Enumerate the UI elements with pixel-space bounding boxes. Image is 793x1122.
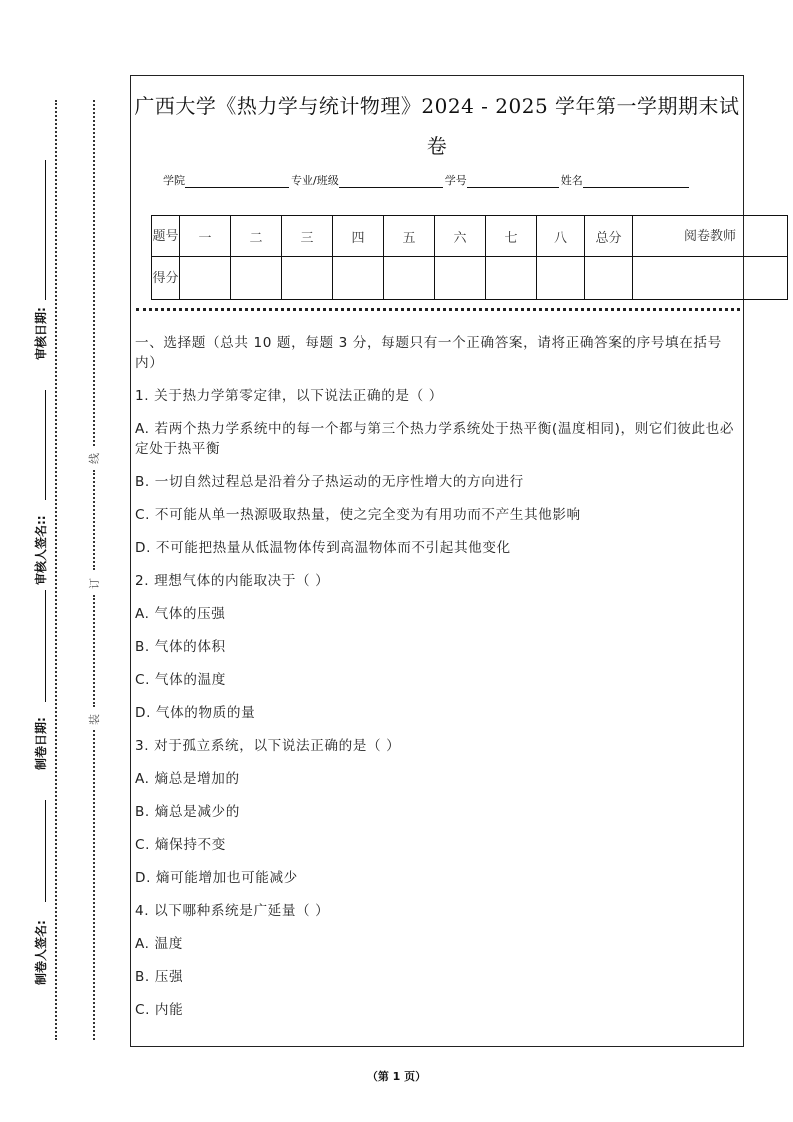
major-class-field[interactable]	[339, 173, 443, 188]
maker-sign-label: 制卷人签名:	[34, 920, 48, 985]
option: A. 若两个热力学系统中的每一个都与第三个热力学系统处于热平衡(温度相同)，则它们彼此也必定处于热平衡	[135, 421, 735, 457]
table-header-cell: 七	[486, 216, 537, 257]
student-id-field[interactable]	[467, 173, 559, 188]
college-label: 学院	[163, 174, 185, 187]
option: B. 气体的体积	[135, 639, 226, 655]
option: C. 不可能从单一热源吸取热量，使之完全变为有用功而不产生其他影响	[135, 507, 581, 523]
student-info-fields	[163, 172, 691, 188]
option: B. 压强	[135, 969, 184, 985]
exam-title	[130, 86, 744, 166]
outer-dotted-line	[55, 100, 57, 1040]
table-header-cell: 八	[537, 216, 585, 257]
question-2: 2. 理想气体的内能取决于（ ）	[135, 573, 330, 589]
score-row-label: 得分	[152, 257, 180, 300]
student-id-label: 学号	[444, 174, 467, 187]
table-header-cell: 二	[231, 216, 282, 257]
name-label: 姓名	[560, 174, 583, 187]
score-cell[interactable]	[585, 257, 633, 300]
binding-char-xian: 线	[88, 453, 101, 464]
title-line-1: 广西大学《热力学与统计物理》2024 - 2025 学年第一学期期末试	[134, 94, 740, 118]
question-4: 4. 以下哪种系统是广延量（ ）	[135, 903, 330, 919]
review-date-label: 审核日期:	[34, 307, 48, 360]
binding-char-zhuang: 装	[88, 714, 101, 725]
dotted-separator	[136, 308, 740, 311]
title-line-2: 卷	[426, 134, 448, 158]
table-header-cell: 三	[282, 216, 333, 257]
exam-content	[135, 333, 738, 1033]
table-header-cell: 四	[333, 216, 384, 257]
inner-dotted-line	[93, 730, 95, 1040]
reviewer-sign-label: 审核人签名::	[34, 515, 48, 585]
option: D. 不可能把热量从低温物体传到高温物体而不引起其他变化	[135, 540, 511, 556]
table-header-cell: 五	[384, 216, 435, 257]
option: C. 内能	[135, 1002, 184, 1018]
score-cell[interactable]	[486, 257, 537, 300]
score-cell[interactable]	[180, 257, 231, 300]
score-cell[interactable]	[231, 257, 282, 300]
table-header-cell: 总分	[585, 216, 633, 257]
maker-sign-line[interactable]	[45, 800, 46, 902]
score-cell[interactable]	[435, 257, 486, 300]
major-class-label: 专业/班级	[291, 174, 339, 187]
table-header-cell: 一	[180, 216, 231, 257]
table-header-cell: 六	[435, 216, 486, 257]
make-date-label: 制卷日期:	[34, 717, 48, 770]
table-row-scores	[152, 257, 788, 300]
review-date-line[interactable]	[45, 160, 46, 300]
binding-margin	[0, 0, 140, 1122]
score-cell[interactable]	[537, 257, 585, 300]
section-heading: 一、选择题（总共 10 题，每题 3 分，每题只有一个正确答案，请将正确答案的序号填在括号内）	[135, 335, 722, 371]
inner-dotted-line	[93, 470, 95, 570]
score-cell[interactable]	[633, 257, 788, 300]
inner-dotted-line	[93, 595, 95, 707]
option: A. 熵总是增加的	[135, 771, 240, 787]
name-field[interactable]	[583, 173, 689, 188]
option: A. 气体的压强	[135, 606, 226, 622]
score-table	[151, 215, 788, 300]
question-1: 1. 关于热力学第零定律，以下说法正确的是（ ）	[135, 388, 443, 404]
table-row-header	[152, 216, 788, 257]
score-cell[interactable]	[282, 257, 333, 300]
option: C. 气体的温度	[135, 672, 226, 688]
table-header-cell: 阅卷教师	[633, 216, 788, 257]
table-header-cell: 题号	[152, 216, 180, 257]
option: D. 气体的物质的量	[135, 705, 256, 721]
option: B. 一切自然过程总是沿着分子热运动的无序性增大的方向进行	[135, 474, 524, 490]
question-3: 3. 对于孤立系统，以下说法正确的是（ ）	[135, 738, 401, 754]
option: D. 熵可能增加也可能减少	[135, 870, 298, 886]
inner-dotted-line	[93, 100, 95, 446]
make-date-line[interactable]	[45, 590, 46, 702]
option: A. 温度	[135, 936, 183, 952]
college-field[interactable]	[185, 173, 289, 188]
page-number: （第 1 页）	[366, 1070, 427, 1083]
reviewer-sign-line[interactable]	[45, 390, 46, 500]
binding-char-ding: 订	[88, 578, 101, 589]
score-cell[interactable]	[384, 257, 435, 300]
score-cell[interactable]	[333, 257, 384, 300]
option: B. 熵总是减少的	[135, 804, 240, 820]
option: C. 熵保持不变	[135, 837, 226, 853]
